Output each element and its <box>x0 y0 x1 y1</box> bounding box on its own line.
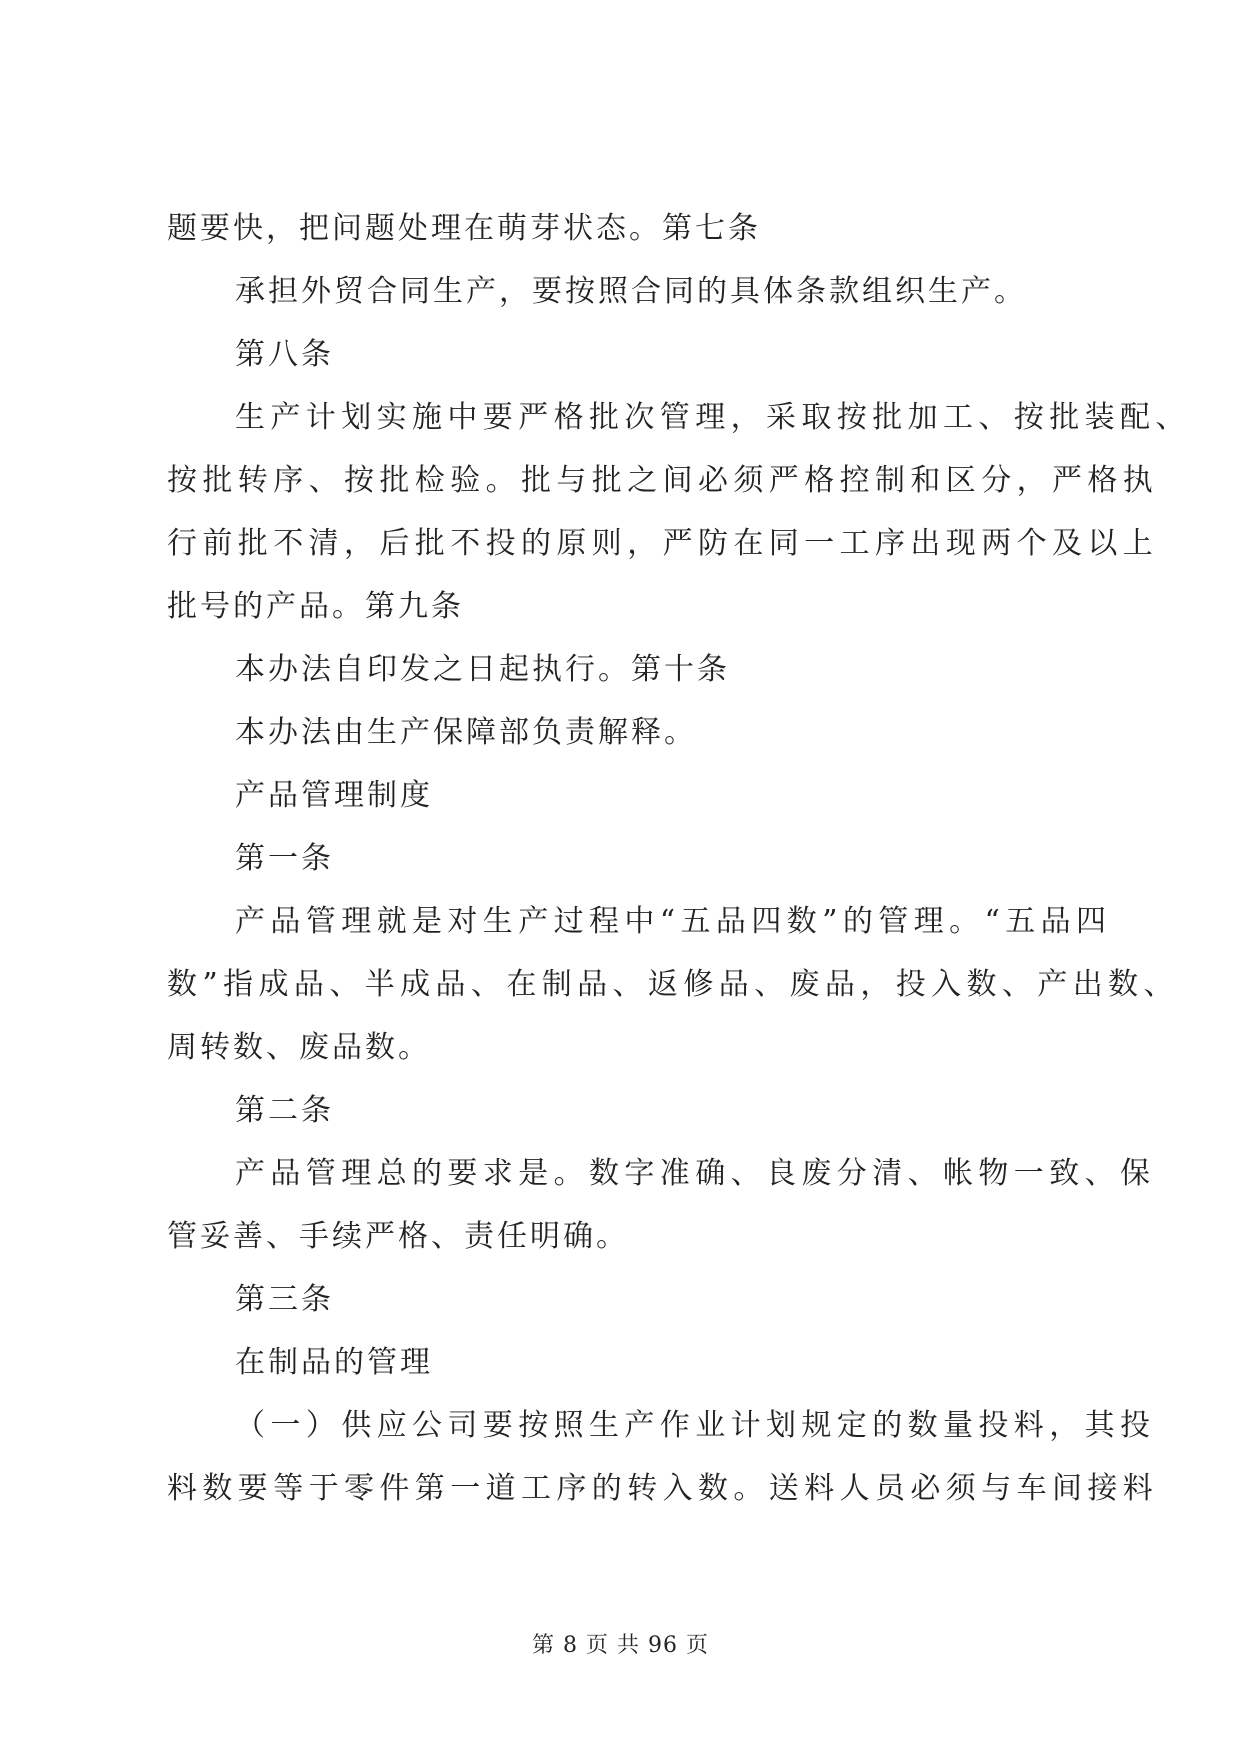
text-line-18: 第三条 <box>235 1282 334 1317</box>
text-line-21: 料数要等于零件第一道工序的转入数。送料人员必须与车间接料 <box>167 1471 1159 1506</box>
text-line-3: 第八条 <box>235 337 334 372</box>
text-line-11: 第一条 <box>235 841 334 876</box>
text-line-2: 承担外贸合同生产，要按照合同的具体条款组织生产。 <box>235 274 1027 309</box>
text-line-1: 题要快，把问题处理在萌芽状态。第七条 <box>167 211 761 246</box>
text-line-10: 产品管理制度 <box>235 778 433 813</box>
text-line-17: 管妥善、手续严格、责任明确。 <box>167 1219 629 1254</box>
text-line-19: 在制品的管理 <box>235 1345 433 1380</box>
text-line-20: （一）供应公司要按照生产作业计划规定的数量投料，其投 <box>235 1408 1156 1443</box>
text-line-9: 本办法由生产保障部负责解释。 <box>235 715 697 750</box>
text-line-5: 按批转序、按批检验。批与批之间必须严格控制和区分，严格执 <box>167 463 1159 498</box>
text-line-16: 产品管理总的要求是。数字准确、良废分清、帐物一致、保 <box>235 1156 1156 1191</box>
text-line-13: 数”指成品、半成品、在制品、返修品、废品，投入数、产出数、 <box>167 967 1179 1002</box>
text-line-12: 产品管理就是对生产过程中“五品四数”的管理。“五品四 <box>235 904 1112 939</box>
page-number-footer: 第 8 页 共 96 页 <box>532 1633 709 1658</box>
text-line-6: 行前批不清，后批不投的原则，严防在同一工序出现两个及以上 <box>167 526 1159 561</box>
text-line-15: 第二条 <box>235 1093 334 1128</box>
text-line-8: 本办法自印发之日起执行。第十条 <box>235 652 730 687</box>
text-line-14: 周转数、废品数。 <box>167 1030 431 1065</box>
text-line-7: 批号的产品。第九条 <box>167 589 464 624</box>
text-line-4: 生产计划实施中要严格批次管理，采取按批加工、按批装配、 <box>235 400 1191 435</box>
